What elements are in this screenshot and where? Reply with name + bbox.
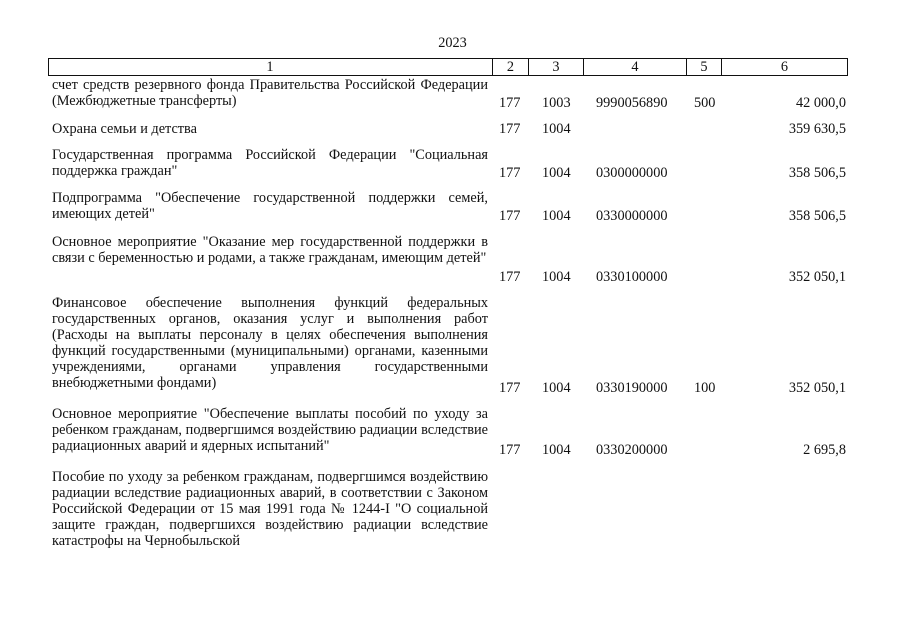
target-article-code: 0330000000 <box>596 208 668 224</box>
page-number: 2023 <box>438 35 467 51</box>
row-description: Подпрограмма "Обеспечение государственной поддержки семей, имеющих детей" <box>52 190 488 222</box>
ministry-code: 177 <box>499 380 521 396</box>
header-col-2: 2 <box>506 59 515 75</box>
section-code: 1004 <box>542 442 571 458</box>
ministry-code: 177 <box>499 121 521 137</box>
target-article-code: 0330190000 <box>596 380 668 396</box>
amount: 2 695,8 <box>803 442 846 458</box>
ministry-code: 177 <box>499 95 521 111</box>
table-header <box>48 58 848 76</box>
row-description: Пособие по уходу за ребенком гражданам, подвергшимся воздействию радиации вследствие радиационных аварий, в соответствии с Законом Российской Федерации от 15 мая 1991 года № 1244-I "О социальной защите граждан, подвергшихся воздействию радиации вследствие катастрофы на Чернобыльской <box>52 469 488 549</box>
ministry-code: 177 <box>499 442 521 458</box>
target-article-code: 0330200000 <box>596 442 668 458</box>
ministry-code: 177 <box>499 269 521 285</box>
amount: 358 506,5 <box>788 208 846 224</box>
amount: 352 050,1 <box>788 269 846 285</box>
expense-type-code: 500 <box>694 95 716 111</box>
row-description: Основное мероприятие "Оказание мер государственной поддержки в связи с беременностью и родами, а также гражданам, имеющим детей" <box>52 234 488 266</box>
target-article-code: 9990056890 <box>596 95 668 111</box>
expense-type-code: 100 <box>694 380 716 396</box>
target-article-code: 0330100000 <box>596 269 668 285</box>
header-col-6: 6 <box>780 59 789 75</box>
row-description: Охрана семьи и детства <box>52 121 197 137</box>
target-article-code: 0300000000 <box>596 165 668 181</box>
amount: 358 506,5 <box>788 165 846 181</box>
header-col-1: 1 <box>266 59 274 75</box>
header-col-3: 3 <box>552 59 560 75</box>
row-description: Государственная программа Российской Федерации "Социальная поддержка граждан" <box>52 147 488 179</box>
amount: 352 050,1 <box>788 380 846 396</box>
ministry-code: 177 <box>499 208 521 224</box>
row-description: счет средств резервного фонда Правительства Российской Федерации (Межбюджетные трансферты) <box>52 77 488 109</box>
header-col-4: 4 <box>631 59 639 75</box>
section-code: 1004 <box>542 380 571 396</box>
section-code: 1004 <box>542 208 571 224</box>
section-code: 1004 <box>542 269 571 285</box>
row-description: Финансовое обеспечение выполнения функций федеральных государственных органов, оказания услуг и выполнения работ (Расходы на выплаты персоналу в целях обеспечения выполнения функций государственными (муниципальными) органами, казенными учреждениями, органами управления государственными внебюджетными фондами) <box>52 295 488 391</box>
ministry-code: 177 <box>499 165 521 181</box>
section-code: 1003 <box>542 95 571 111</box>
header-col-5: 5 <box>700 59 708 75</box>
section-code: 1004 <box>542 165 571 181</box>
row-description: Основное мероприятие "Обеспечение выплаты пособий по уходу за ребенком гражданам, подвергшимся воздействию радиации вследствие радиационных аварий и ядерных испытаний" <box>52 406 488 454</box>
section-code: 1004 <box>542 121 571 137</box>
amount: 359 630,5 <box>788 121 846 137</box>
amount: 42 000,0 <box>795 95 846 111</box>
